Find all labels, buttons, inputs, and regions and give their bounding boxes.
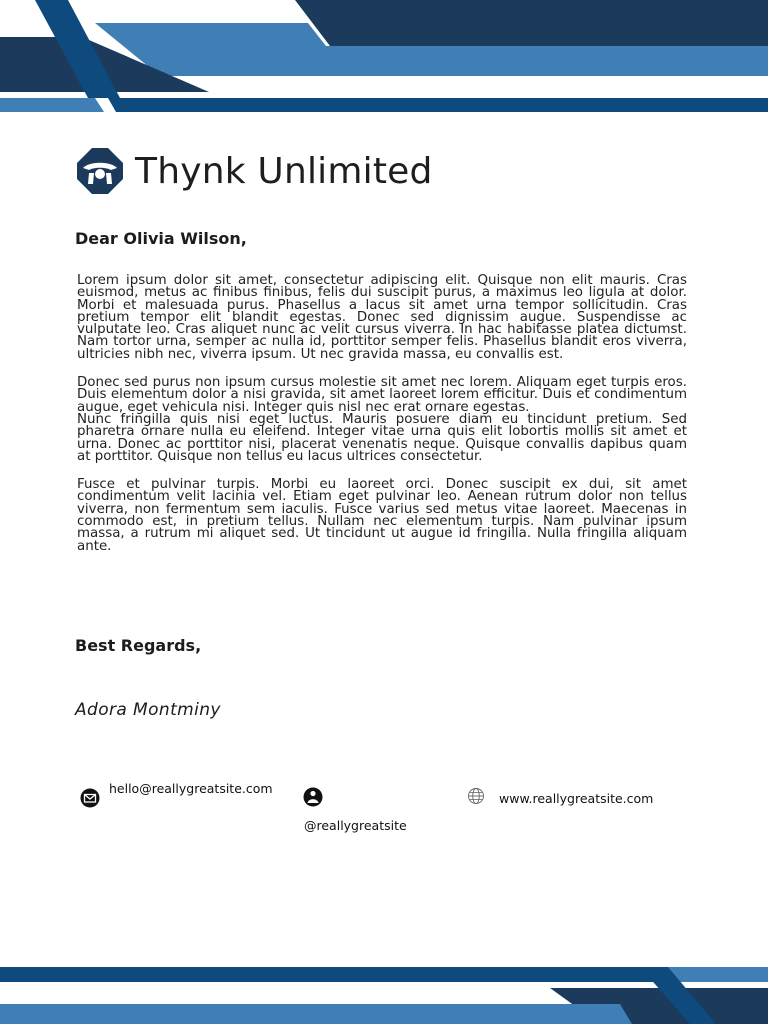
company-header (75, 146, 433, 196)
body-paragraph: Nunc fringilla quis nisi eget luctus. Mauris posuere diam eu tincidunt pretium. Sed pharetra ornare nulla eu eleifend. Integer vitae urna quis elit lobortis mollis sit amet et urna. Donec ac porttitor nisi, placerat venenatis neque. Quisque convallis dapibus quam at porttitor. Quisque non tellus eu lacus ultrices consectetur. (77, 411, 687, 464)
salutation: Dear Olivia Wilson, (75, 229, 247, 248)
footer-decoration (0, 960, 768, 1024)
social-handle[interactable]: @reallygreatsite (304, 818, 407, 833)
closing: Best Regards, (75, 636, 202, 655)
envelope-icon (80, 788, 100, 808)
body-paragraph: Donec sed purus non ipsum cursus molestie sit amet nec lorem. Aliquam eget turpis eros. Duis elementum dolor a nisi gravida, sit amet laoreet lorem efficitur. Duis et condimentum augue, eget vehicula nisi. Integer quis nisl nec erat ornare egestas. (77, 375, 687, 415)
globe-icon (467, 787, 485, 805)
letter-body (77, 275, 687, 553)
website-link[interactable]: www.reallygreatsite.com (499, 791, 654, 806)
logo-icon (75, 146, 125, 196)
person-icon (303, 787, 323, 807)
header-decoration (0, 0, 768, 120)
company-name: Thynk Unlimited (135, 150, 433, 192)
body-paragraph: Fusce et pulvinar turpis. Morbi eu laoreet orci. Donec suscipit ex dui, sit amet condimentum velit lacinia vel. Etiam eget pulvinar leo. Aenean rutrum dolor non tellus viverra, non fermentum sem iaculis. Fusce varius sed metus vitae laoreet. Maecenas in commodo est, in pretium tellus. Nullam nec elementum turpis. Nam pulvinar ipsum massa, a rutrum mi aliquet sed. Ut tincidunt ut augue id fringilla. Nulla fringilla aliquam ante. (77, 477, 687, 554)
signature: Adora Montminy (75, 700, 221, 720)
body-paragraph: Lorem ipsum dolor sit amet, consectetur adipiscing elit. Quisque non elit mauris. Cras euismod, metus ac finibus finibus, felis dui suscipit purus, a maximus leo ligula at dolor. Morbi et malesuada purus. Phasellus a lacus sit amet urna tempor sollicitudin. Cras pretium tempor elit blandit egestas. Donec sed dignissim augue. Suspendisse ac vulputate leo. Cras aliquet nunc ac velit cursus viverra. In hac habitasse platea dictumst. Nam tortor urna, semper ac nulla id, porttitor semper felis. Phasellus blandit eros viverra, ultricies nibh nec, viverra ipsum. Ut nec gravida massa, eu convallis est. (77, 273, 687, 362)
email-link[interactable]: hello@reallygreatsite.com (109, 781, 273, 796)
